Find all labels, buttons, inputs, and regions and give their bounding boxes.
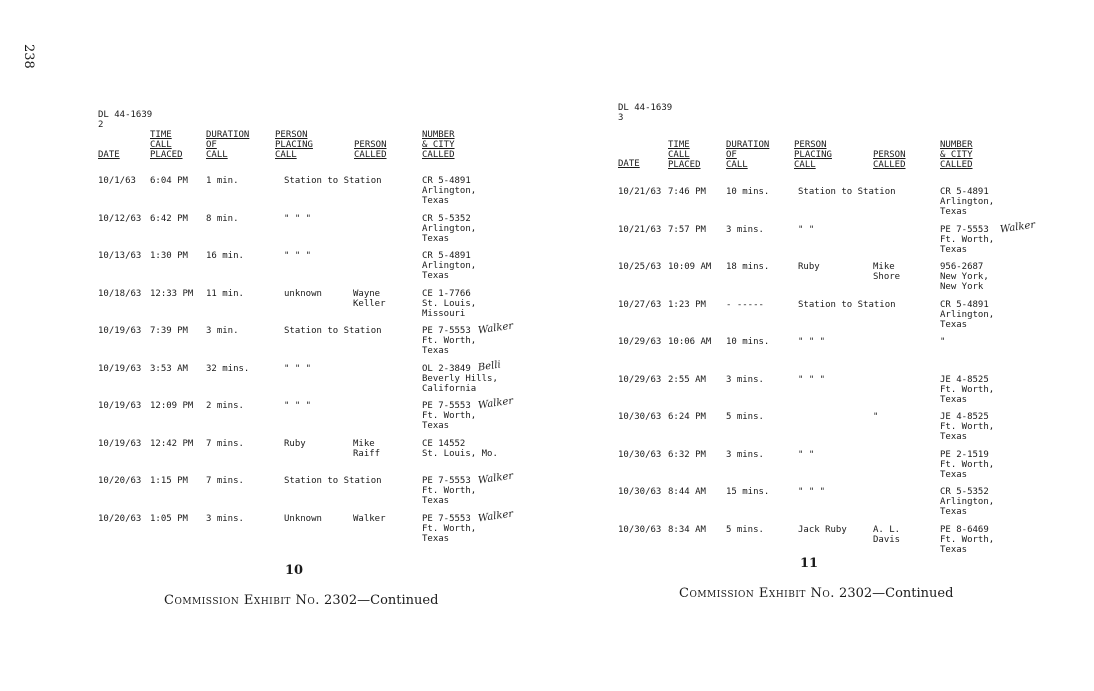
- header-called: PERSON CALLED: [354, 140, 387, 160]
- row-time: 7:39 PM: [150, 326, 188, 336]
- row-duration: - -----: [726, 299, 764, 310]
- row-time: 6:24 PM: [668, 412, 706, 422]
- row-date: 10/12/63: [98, 213, 142, 224]
- row-date: 10/21/63: [618, 224, 662, 235]
- row-duration: 5 mins.: [726, 524, 764, 535]
- header-duration: DURATION OF CALL: [726, 140, 770, 170]
- row-placer: " " ": [284, 363, 312, 374]
- row-duration: 15 mins.: [726, 487, 770, 497]
- row-duration: 7 mins.: [206, 438, 244, 449]
- row-time: 7:46 PM: [668, 187, 706, 197]
- row-date: 10/18/63: [98, 288, 142, 299]
- caption-rest: 2302—Continued: [834, 586, 954, 601]
- right-document-page: [618, 103, 1058, 601]
- doc-id: DL 44-1639: [618, 103, 673, 113]
- row-date: 10/29/63: [618, 337, 662, 347]
- row-placer: Station to Station: [798, 299, 896, 310]
- doc-id: DL 44-1639: [98, 110, 153, 120]
- header-duration: DURATION OF CALL: [206, 130, 250, 160]
- left-document-page: [98, 110, 518, 608]
- row-duration: 10 mins.: [726, 337, 770, 347]
- row-time: 6:42 PM: [150, 213, 188, 224]
- row-duration: 8 min.: [206, 213, 239, 224]
- row-called: A. L. Davis: [873, 524, 901, 545]
- row-time: 3:53 AM: [150, 363, 188, 374]
- row-time: 6:04 PM: [150, 176, 188, 186]
- row-number: JE 4-8525 Ft. Worth, Texas: [940, 374, 995, 405]
- exhibit-caption: [679, 586, 954, 601]
- caption-smallcaps: Commission Exhibit No.: [679, 586, 835, 601]
- row-duration: 1 min.: [206, 176, 239, 186]
- row-number: PE 7-5553 Ft. Worth, Texas: [422, 476, 477, 506]
- page-footer-number: 10: [285, 563, 304, 578]
- row-placer: Station to Station: [284, 476, 382, 486]
- row-placer: Ruby: [798, 262, 820, 272]
- row-placer: " " ": [798, 487, 826, 497]
- row-number: CE 14552 St. Louis, Mo.: [422, 438, 498, 459]
- row-duration: 16 min.: [206, 251, 244, 261]
- header-date: DATE: [618, 159, 640, 169]
- row-duration: 18 mins.: [726, 262, 770, 272]
- row-date: 10/19/63: [98, 363, 142, 374]
- row-placer: " " ": [798, 374, 826, 385]
- row-hand: Belli: [477, 358, 502, 374]
- row-time: 8:34 AM: [668, 524, 706, 535]
- row-placer: " " ": [284, 401, 312, 411]
- header-placer: PERSON PLACING CALL: [794, 140, 832, 170]
- row-date: 10/20/63: [98, 476, 142, 486]
- caption-smallcaps: Commission Exhibit No.: [164, 593, 320, 608]
- caption-rest: 2302—Continued: [319, 593, 439, 608]
- row-number: OL 2-3849 Beverly Hills, California: [422, 363, 498, 394]
- row-number: PE 8-6469 Ft. Worth, Texas: [940, 524, 995, 555]
- row-time: 12:42 PM: [150, 438, 194, 449]
- row-number: PE 7-5553 Ft. Worth, Texas: [422, 326, 477, 356]
- row-number: CE 1-7766 St. Louis, Missouri: [422, 288, 477, 319]
- row-number: CR 5-5352 Arlington, Texas: [422, 213, 477, 244]
- row-placer: Station to Station: [798, 187, 896, 197]
- row-number: 956-2687 New York, New York: [940, 262, 989, 292]
- row-time: 8:44 AM: [668, 487, 706, 497]
- row-duration: 2 mins.: [206, 401, 244, 411]
- row-called: Mike Shore: [873, 262, 901, 282]
- row-placer: Ruby: [284, 438, 306, 449]
- row-placer: Station to Station: [284, 176, 382, 186]
- row-duration: 3 mins.: [726, 224, 764, 235]
- header-time: TIME CALL PLACED: [150, 130, 183, 160]
- row-date: 10/19/63: [98, 438, 142, 449]
- row-placer: " ": [798, 224, 815, 235]
- doc-page: 3: [618, 113, 624, 123]
- row-placer: " ": [798, 449, 815, 460]
- row-number: CR 5-4891 Arlington, Texas: [940, 299, 995, 330]
- header-date: DATE: [98, 150, 120, 160]
- page-number: 238: [21, 44, 36, 69]
- row-duration: 7 mins.: [206, 476, 244, 486]
- row-number: CR 5-5352 Arlington, Texas: [940, 487, 995, 517]
- row-time: 12:09 PM: [150, 401, 194, 411]
- header-number: NUMBER & CITY CALLED: [940, 140, 973, 170]
- row-number: CR 5-4891 Arlington, Texas: [422, 176, 477, 206]
- row-date: 10/30/63: [618, 524, 662, 535]
- row-placer: " " ": [284, 251, 312, 261]
- row-time: 1:15 PM: [150, 476, 188, 486]
- header-time: TIME CALL PLACED: [668, 140, 701, 170]
- row-date: 10/30/63: [618, 487, 662, 497]
- row-placer: Unknown: [284, 513, 322, 524]
- row-called: Mike Raiff: [353, 438, 381, 459]
- row-time: 1:05 PM: [150, 513, 188, 524]
- row-date: 10/30/63: [618, 412, 662, 422]
- row-date: 10/19/63: [98, 326, 142, 336]
- row-time: 1:30 PM: [150, 251, 188, 261]
- row-placer: " " ": [798, 337, 826, 347]
- row-duration: 5 mins.: [726, 412, 764, 422]
- row-time: 2:55 AM: [668, 374, 706, 385]
- row-number: CR 5-4891 Arlington, Texas: [422, 251, 477, 281]
- row-time: 10:09 AM: [668, 262, 712, 272]
- header-number: NUMBER & CITY CALLED: [422, 130, 455, 160]
- row-hand: Walker: [477, 395, 514, 412]
- row-time: 6:32 PM: [668, 449, 706, 460]
- row-number: CR 5-4891 Arlington, Texas: [940, 187, 995, 217]
- row-date: 10/20/63: [98, 513, 142, 524]
- row-date: 10/27/63: [618, 299, 662, 310]
- row-number: PE 7-5553 Ft. Worth, Texas: [940, 224, 995, 255]
- row-duration: 3 mins.: [726, 374, 764, 385]
- row-hand: Walker: [999, 219, 1036, 235]
- row-placer: unknown: [284, 288, 322, 299]
- row-placer: " " ": [284, 213, 312, 224]
- row-hand: Walker: [477, 470, 514, 487]
- row-date: 10/30/63: [618, 449, 662, 460]
- row-time: 12:33 PM: [150, 288, 194, 299]
- row-number: PE 7-5553 Ft. Worth, Texas: [422, 513, 477, 544]
- row-time: 7:57 PM: [668, 224, 706, 235]
- row-called: Walker: [353, 513, 386, 524]
- row-placer: Station to Station: [284, 326, 382, 336]
- row-called: Wayne Keller: [353, 288, 386, 309]
- row-duration: 3 mins.: [206, 513, 244, 524]
- row-date: 10/29/63: [618, 374, 662, 385]
- row-placer: Jack Ruby: [798, 524, 847, 535]
- row-time: 1:23 PM: [668, 299, 706, 310]
- doc-page: 2: [98, 120, 104, 130]
- row-duration: 3 mins.: [726, 449, 764, 460]
- header-placer: PERSON PLACING CALL: [275, 130, 313, 160]
- row-date: 10/13/63: [98, 251, 142, 261]
- row-date: 10/19/63: [98, 401, 142, 411]
- row-number: PE 2-1519 Ft. Worth, Texas: [940, 449, 995, 480]
- exhibit-caption: [164, 593, 439, 608]
- row-called: ": [873, 412, 879, 422]
- row-date: 10/25/63: [618, 262, 662, 272]
- row-duration: 32 mins.: [206, 363, 250, 374]
- row-number: ": [940, 337, 946, 347]
- page-footer-number: 11: [800, 556, 819, 571]
- row-number: JE 4-8525 Ft. Worth, Texas: [940, 412, 995, 442]
- row-number: PE 7-5553 Ft. Worth, Texas: [422, 401, 477, 431]
- header-called: PERSON CALLED: [873, 150, 906, 170]
- row-duration: 10 mins.: [726, 187, 770, 197]
- row-duration: 11 min.: [206, 288, 244, 299]
- row-date: 10/21/63: [618, 187, 662, 197]
- row-time: 10:06 AM: [668, 337, 712, 347]
- row-date: 10/1/63: [98, 176, 136, 186]
- row-hand: Walker: [477, 508, 514, 524]
- row-duration: 3 min.: [206, 326, 239, 336]
- row-hand: Walker: [477, 320, 514, 337]
